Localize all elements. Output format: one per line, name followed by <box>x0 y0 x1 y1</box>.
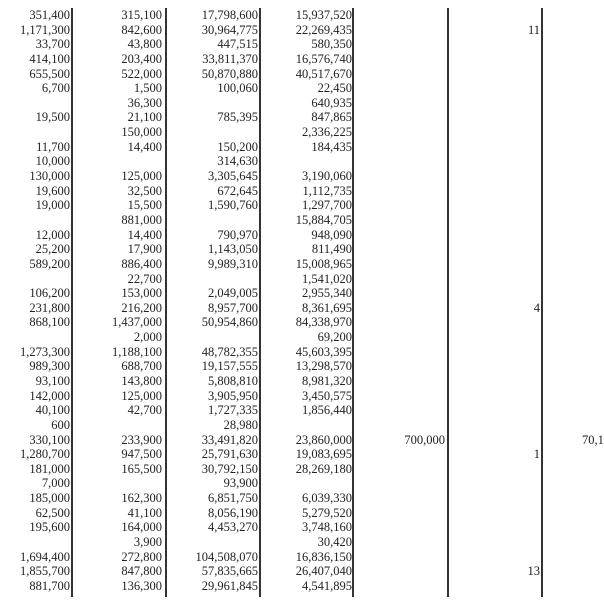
table-cell: 7,000 <box>41 476 70 491</box>
table-cell: 195,600 <box>29 520 70 535</box>
table-cell: 4 <box>533 300 540 315</box>
table-cell: 3,450,575 <box>302 388 352 403</box>
table-cell: 4,453,270 <box>208 520 258 535</box>
table-cell: 136,300 <box>121 578 162 593</box>
table-cell: 811,490 <box>311 242 352 257</box>
table-cell: 881,000 <box>121 212 162 227</box>
table-cell: 231,800 <box>29 300 70 315</box>
table-row <box>0 550 600 565</box>
table-cell: 2,000 <box>133 330 162 345</box>
table-cell: 50,954,860 <box>201 315 258 330</box>
table-row <box>0 81 600 96</box>
table-cell: 70,1 <box>582 432 604 447</box>
table-row <box>0 579 600 594</box>
table-cell: 106,200 <box>29 286 70 301</box>
table-row <box>0 37 600 52</box>
table-cell: 847,865 <box>311 110 352 125</box>
table-row <box>0 242 600 257</box>
table-cell: 203,400 <box>121 51 162 66</box>
table-cell: 14,400 <box>127 227 162 242</box>
table-cell: 15,008,965 <box>295 256 352 271</box>
table-cell: 6,039,330 <box>302 491 352 506</box>
table-cell: 9,989,310 <box>208 256 258 271</box>
table-cell: 522,000 <box>121 66 162 81</box>
table-row <box>0 359 600 374</box>
table-cell: 25,200 <box>35 242 70 257</box>
table-cell: 1,856,440 <box>302 403 352 418</box>
table-cell: 700,000 <box>404 432 445 447</box>
table-cell: 233,900 <box>121 432 162 447</box>
table-cell: 84,338,970 <box>295 315 352 330</box>
table-cell: 1,541,020 <box>302 271 352 286</box>
table-cell: 69,200 <box>317 330 352 345</box>
table-cell: 164,000 <box>121 520 162 535</box>
table-row <box>0 272 600 287</box>
table-cell: 130,000 <box>29 169 70 184</box>
table-cell: 150,000 <box>121 125 162 140</box>
table-cell: 19,600 <box>35 183 70 198</box>
table-cell: 315,100 <box>121 8 162 22</box>
table-cell: 50,870,880 <box>201 66 258 81</box>
table-cell: 13,298,570 <box>295 359 352 374</box>
table-row <box>0 96 600 111</box>
table-cell: 8,981,320 <box>302 374 352 388</box>
table-cell: 886,400 <box>121 256 162 271</box>
table-cell: 62,500 <box>35 505 70 520</box>
table-cell: 1,273,300 <box>20 344 70 359</box>
table-row <box>0 67 600 82</box>
table-cell: 868,100 <box>29 315 70 330</box>
table-row <box>0 140 600 155</box>
table-cell: 40,100 <box>35 403 70 418</box>
table-cell: 1,437,000 <box>112 315 162 330</box>
table-cell: 162,300 <box>121 491 162 506</box>
table-cell: 600 <box>51 417 70 432</box>
table-cell: 1 <box>533 447 540 462</box>
table-cell: 21,100 <box>127 110 162 125</box>
table-cell: 22,450 <box>317 81 352 96</box>
table-row <box>0 345 600 360</box>
table-row <box>0 23 600 38</box>
table-cell: 100,060 <box>217 81 258 96</box>
table-cell: 5,808,810 <box>208 374 258 388</box>
table-cell: 41,100 <box>127 505 162 520</box>
table-cell: 1,694,400 <box>20 549 70 564</box>
table-cell: 6,700 <box>41 81 70 96</box>
table-row <box>0 110 600 125</box>
table-cell: 12,000 <box>35 227 70 242</box>
table-row <box>0 8 600 23</box>
table-cell: 40,517,670 <box>295 66 352 81</box>
table-cell: 22,700 <box>127 271 162 286</box>
table-cell: 1,855,700 <box>20 564 70 579</box>
table-row <box>0 418 600 433</box>
table-cell: 19,000 <box>35 198 70 213</box>
table-row <box>0 330 600 345</box>
table-cell: 3,305,645 <box>208 169 258 184</box>
table-cell: 19,500 <box>35 110 70 125</box>
table-cell: 33,491,820 <box>201 432 258 447</box>
table-cell: 185,000 <box>29 491 70 506</box>
table-row <box>0 432 604 448</box>
table-row <box>0 374 600 389</box>
table-cell: 3,748,160 <box>302 520 352 535</box>
table-cell: 8,957,700 <box>208 300 258 315</box>
table-cell: 447,515 <box>217 37 258 52</box>
table-cell: 330,100 <box>29 432 70 447</box>
table-cell: 589,200 <box>29 256 70 271</box>
table-row <box>0 125 600 140</box>
table-cell: 1,188,100 <box>112 344 162 359</box>
table-cell: 640,935 <box>311 95 352 110</box>
table-cell: 3,905,950 <box>208 388 258 403</box>
table-row <box>0 462 600 477</box>
table-cell: 842,600 <box>121 22 162 37</box>
table-cell: 93,900 <box>223 476 258 491</box>
table-cell: 153,000 <box>121 286 162 301</box>
table-row <box>0 213 600 228</box>
table-cell: 32,500 <box>127 183 162 198</box>
table-cell: 8,361,695 <box>302 300 352 315</box>
table-cell: 414,100 <box>29 51 70 66</box>
table-cell: 29,961,845 <box>201 578 258 593</box>
table-row <box>0 184 600 199</box>
table-cell: 672,645 <box>217 183 258 198</box>
table-cell: 11,700 <box>36 139 70 154</box>
table-row <box>0 447 600 462</box>
table-cell: 22,269,435 <box>295 22 352 37</box>
table-row <box>0 169 600 184</box>
table-cell: 36,300 <box>127 95 162 110</box>
table-cell: 785,395 <box>217 110 258 125</box>
table-row <box>0 52 600 67</box>
table-cell: 655,500 <box>29 66 70 81</box>
table-cell: 43,800 <box>127 37 162 52</box>
table-row <box>0 564 600 579</box>
table-cell: 3,900 <box>133 535 162 550</box>
table-cell: 48,782,355 <box>201 344 258 359</box>
table-cell: 104,508,070 <box>195 549 258 564</box>
table-row <box>0 389 600 404</box>
table-cell: 6,851,750 <box>208 491 258 506</box>
table-cell: 19,157,555 <box>201 359 258 374</box>
table-cell: 143,800 <box>121 374 162 388</box>
table-cell: 2,955,340 <box>302 286 352 301</box>
table-cell: 847,800 <box>121 564 162 579</box>
table-row <box>0 520 600 535</box>
table-cell: 33,811,370 <box>202 51 258 66</box>
table-cell: 314,630 <box>217 154 258 169</box>
table-row <box>0 154 600 169</box>
table-cell: 688,700 <box>121 359 162 374</box>
table-cell: 1,112,735 <box>302 183 352 198</box>
table-cell: 790,970 <box>217 227 258 242</box>
table-row <box>0 403 600 418</box>
table-cell: 181,000 <box>29 461 70 476</box>
table-cell: 16,576,740 <box>295 51 352 66</box>
table-cell: 26,407,040 <box>295 564 352 579</box>
table-row <box>0 506 600 521</box>
table-cell: 4,541,895 <box>302 578 352 593</box>
table-row <box>0 476 600 491</box>
table-cell: 17,798,600 <box>201 8 258 22</box>
table-row <box>0 257 600 272</box>
table-cell: 23,860,000 <box>295 432 352 447</box>
table-cell: 1,280,700 <box>20 447 70 462</box>
table-cell: 15,884,705 <box>295 212 352 227</box>
table-cell: 125,000 <box>121 388 162 403</box>
table-row <box>0 315 600 330</box>
table-cell: 93,100 <box>35 374 70 388</box>
table-cell: 125,000 <box>121 169 162 184</box>
table-cell: 25,791,630 <box>201 447 258 462</box>
table-cell: 580,350 <box>311 37 352 52</box>
table-cell: 142,000 <box>29 388 70 403</box>
table-row <box>0 228 600 243</box>
table-row <box>0 535 600 550</box>
table-cell: 165,500 <box>121 461 162 476</box>
table-cell: 8,056,190 <box>208 505 258 520</box>
table-cell: 42,700 <box>127 403 162 418</box>
table-cell: 15,500 <box>127 198 162 213</box>
table-cell: 1,500 <box>133 81 162 96</box>
table-row <box>0 491 600 506</box>
table-cell: 28,980 <box>223 417 258 432</box>
table-cell: 2,336,225 <box>302 125 352 140</box>
table-cell: 17,900 <box>127 242 162 257</box>
table-cell: 13 <box>527 564 540 579</box>
table-cell: 216,200 <box>121 300 162 315</box>
table-cell: 33,700 <box>35 37 70 52</box>
table-cell: 19,083,695 <box>295 447 352 462</box>
table-cell: 881,700 <box>29 578 70 593</box>
table-cell: 1,143,050 <box>208 242 258 257</box>
table-cell: 30,420 <box>317 535 352 550</box>
table-cell: 14,400 <box>127 139 162 154</box>
table-cell: 1,297,700 <box>302 198 352 213</box>
table-cell: 11 <box>527 22 540 37</box>
table-row <box>0 198 600 213</box>
table-cell: 5,279,520 <box>302 505 352 520</box>
table-cell: 28,269,180 <box>295 461 352 476</box>
table-cell: 57,835,665 <box>201 564 258 579</box>
table-cell: 351,400 <box>29 8 70 22</box>
table-cell: 30,792,150 <box>201 461 258 476</box>
table-cell: 1,727,335 <box>208 403 258 418</box>
table-cell: 150,200 <box>217 139 258 154</box>
table-cell: 45,603,395 <box>295 344 352 359</box>
table-cell: 30,964,775 <box>201 22 258 37</box>
table-cell: 1,171,300 <box>20 22 70 37</box>
table-cell: 16,836,150 <box>295 549 352 564</box>
table-cell: 184,435 <box>311 139 352 154</box>
table-cell: 3,190,060 <box>302 169 352 184</box>
table-cell: 15,937,520 <box>295 8 352 22</box>
table-cell: 10,000 <box>35 154 70 169</box>
table-cell: 947,500 <box>121 447 162 462</box>
table-row <box>0 286 600 301</box>
table-cell: 989,300 <box>29 359 70 374</box>
table-cell: 2,049,005 <box>208 286 258 301</box>
table-row <box>0 301 600 316</box>
table-cell: 1,590,760 <box>208 198 258 213</box>
table-cell: 948,090 <box>311 227 352 242</box>
table-cell: 272,800 <box>121 549 162 564</box>
